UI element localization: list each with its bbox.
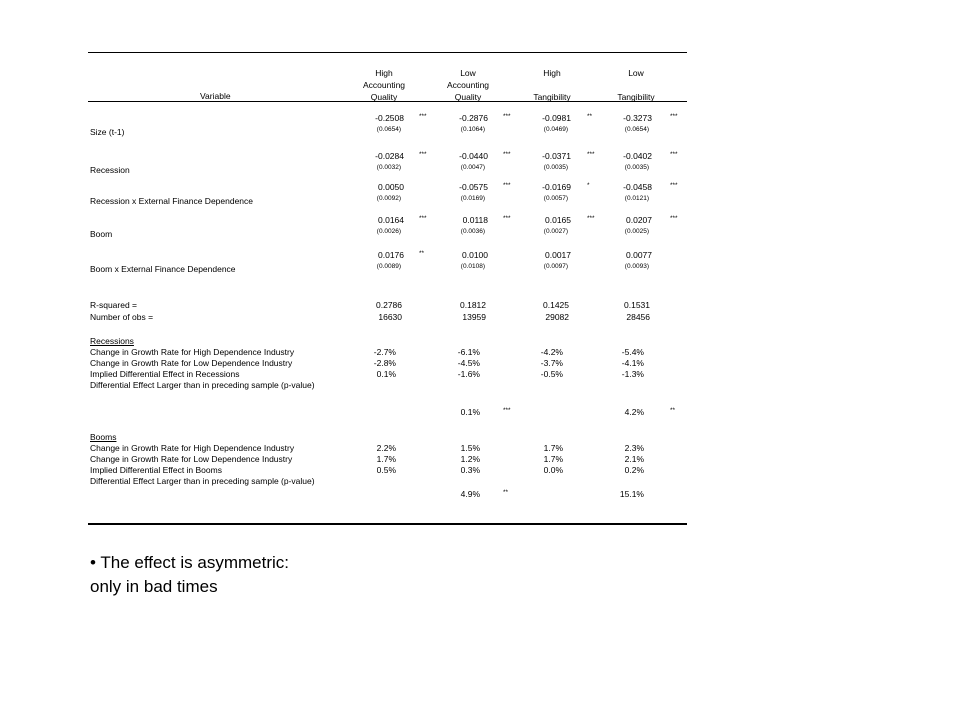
section-value: -0.5% [540,369,563,379]
significance-stars: *** [670,151,678,158]
p-value: 0.1% [460,407,480,417]
section-value: 2.2% [376,443,396,453]
coefficient-value: 0.0100 [462,250,488,260]
column-header-line: Low [460,68,476,78]
row-label: Boom [90,229,113,239]
stat-label: R-squared = [90,300,138,310]
section-row-label: Differential Effect Larger than in preceding sample (p-value) [90,380,315,390]
standard-error: (0.0089) [376,263,401,270]
p-value: 4.2% [624,407,644,417]
standard-error: (0.0035) [543,164,568,171]
stat-value: 0.1812 [460,300,486,310]
standard-error: (0.0027) [543,228,568,235]
section-value: -4.2% [540,347,563,357]
section-value: 2.1% [624,454,644,464]
significance-stars: *** [503,113,511,120]
section-value: -1.3% [621,369,644,379]
section-value: -1.6% [457,369,480,379]
standard-error: (0.1064) [460,126,485,133]
note-line-1: • The effect is asymmetric: [90,553,289,572]
section-value: 2.3% [624,443,644,453]
coefficient-value: -0.3273 [623,113,652,123]
significance-stars: *** [587,215,595,222]
coefficient-value: 0.0077 [626,250,652,260]
coefficient-value: 0.0017 [545,250,571,260]
p-value-stars: ** [670,407,676,414]
coefficient-value: -0.0402 [623,151,652,161]
standard-error: (0.0035) [624,164,649,171]
standard-error: (0.0169) [460,195,485,202]
standard-error: (0.0057) [543,195,568,202]
coefficient-value: -0.0440 [459,151,488,161]
stat-value: 0.2786 [376,300,402,310]
section-value: -4.5% [457,358,480,368]
column-header-line: Quality [454,92,482,102]
standard-error: (0.0097) [543,263,568,270]
coefficient-value: -0.0458 [623,182,652,192]
significance-stars: *** [503,151,511,158]
section-value: 1.7% [543,454,563,464]
section-row-label: Change in Growth Rate for Low Dependence Industry [90,454,293,464]
section-value: 0.3% [460,465,480,475]
standard-error: (0.0469) [543,126,568,133]
section-value: -5.4% [621,347,644,357]
stat-value: 29082 [545,312,569,322]
coefficient-value: 0.0050 [378,182,404,192]
significance-stars: *** [670,113,678,120]
coefficient-value: -0.0371 [542,151,571,161]
section-row-label: Differential Effect Larger than in preceding sample (p-value) [90,476,315,486]
row-label: Recession x External Finance Dependence [90,196,254,206]
column-header-line: Tangibility [617,92,655,102]
standard-error: (0.0121) [624,195,649,202]
column-header-line: Quality [370,92,398,102]
standard-error: (0.0092) [376,195,401,202]
stat-value: 0.1531 [624,300,650,310]
coefficient-value: -0.0169 [542,182,571,192]
coefficient-value: 0.0176 [378,250,404,260]
section-row-label: Implied Differential Effect in Recessions [90,369,240,379]
column-header-line: High [543,68,561,78]
section-value: -4.1% [621,358,644,368]
coefficient-value: -0.0284 [375,151,404,161]
section-value: -2.7% [373,347,396,357]
significance-stars: *** [670,182,678,189]
standard-error: (0.0025) [624,228,649,235]
section-value: 1.7% [376,454,396,464]
top-rule [88,52,687,53]
coefficient-value: 0.0118 [462,215,488,225]
p-value-stars: *** [503,407,511,414]
column-header-line: Accounting [362,80,406,90]
p-value-stars: ** [503,489,509,496]
stat-value: 28456 [626,312,650,322]
standard-error: (0.0047) [460,164,485,171]
variable-header: Variable [200,91,231,101]
note-line-2: only in bad times [90,577,218,596]
coefficient-value: -0.2508 [375,113,404,123]
column-header-line: High [375,68,393,78]
section-value: -2.8% [373,358,396,368]
significance-stars: *** [419,215,427,222]
section-value: -3.7% [540,358,563,368]
stat-value: 16630 [378,312,402,322]
coefficient-value: -0.0981 [542,113,571,123]
stat-value: 0.1425 [543,300,569,310]
significance-stars: ** [419,250,425,257]
section-row-label: Implied Differential Effect in Booms [90,465,222,475]
section-row-label: Change in Growth Rate for Low Dependence Industry [90,358,293,368]
standard-error: (0.0654) [376,126,401,133]
row-label: Boom x External Finance Dependence [90,264,236,274]
section-value: 1.7% [543,443,563,453]
significance-stars: * [587,182,590,189]
section-value: 1.5% [460,443,480,453]
significance-stars: *** [670,215,678,222]
section-value: 0.0% [543,465,563,475]
standard-error: (0.0032) [376,164,401,171]
column-header-line: Low [628,68,644,78]
stat-label: Number of obs = [90,312,154,322]
column-header-line: Tangibility [533,92,571,102]
section-value: -6.1% [457,347,480,357]
standard-error: (0.0108) [460,263,485,270]
significance-stars: *** [587,151,595,158]
coefficient-value: 0.0207 [626,215,652,225]
standard-error: (0.0026) [376,228,401,235]
coefficient-value: 0.0165 [545,215,571,225]
standard-error: (0.0093) [624,263,649,270]
stat-value: 13959 [462,312,486,322]
row-label: Size (t-1) [90,127,125,137]
section-row-label: Change in Growth Rate for High Dependence Industry [90,443,295,453]
significance-stars: *** [503,182,511,189]
bottom-rule [88,523,687,525]
column-header-line: Accounting [446,80,490,90]
significance-stars: *** [503,215,511,222]
section-value: 1.2% [460,454,480,464]
coefficient-value: 0.0164 [378,215,404,225]
standard-error: (0.0036) [460,228,485,235]
coefficient-value: -0.0575 [459,182,488,192]
row-label: Recession [90,165,130,175]
section-title: Recessions [90,336,134,346]
significance-stars: ** [587,113,593,120]
significance-stars: *** [419,113,427,120]
section-value: 0.5% [376,465,396,475]
section-value: 0.2% [624,465,644,475]
slide-note [90,551,289,599]
p-value: 4.9% [460,489,480,499]
coefficient-value: -0.2876 [459,113,488,123]
section-row-label: Change in Growth Rate for High Dependence Industry [90,347,295,357]
section-value: 0.1% [376,369,396,379]
p-value: 15.1% [619,489,644,499]
section-title: Booms [90,432,117,442]
significance-stars: *** [419,151,427,158]
standard-error: (0.0654) [624,126,649,133]
